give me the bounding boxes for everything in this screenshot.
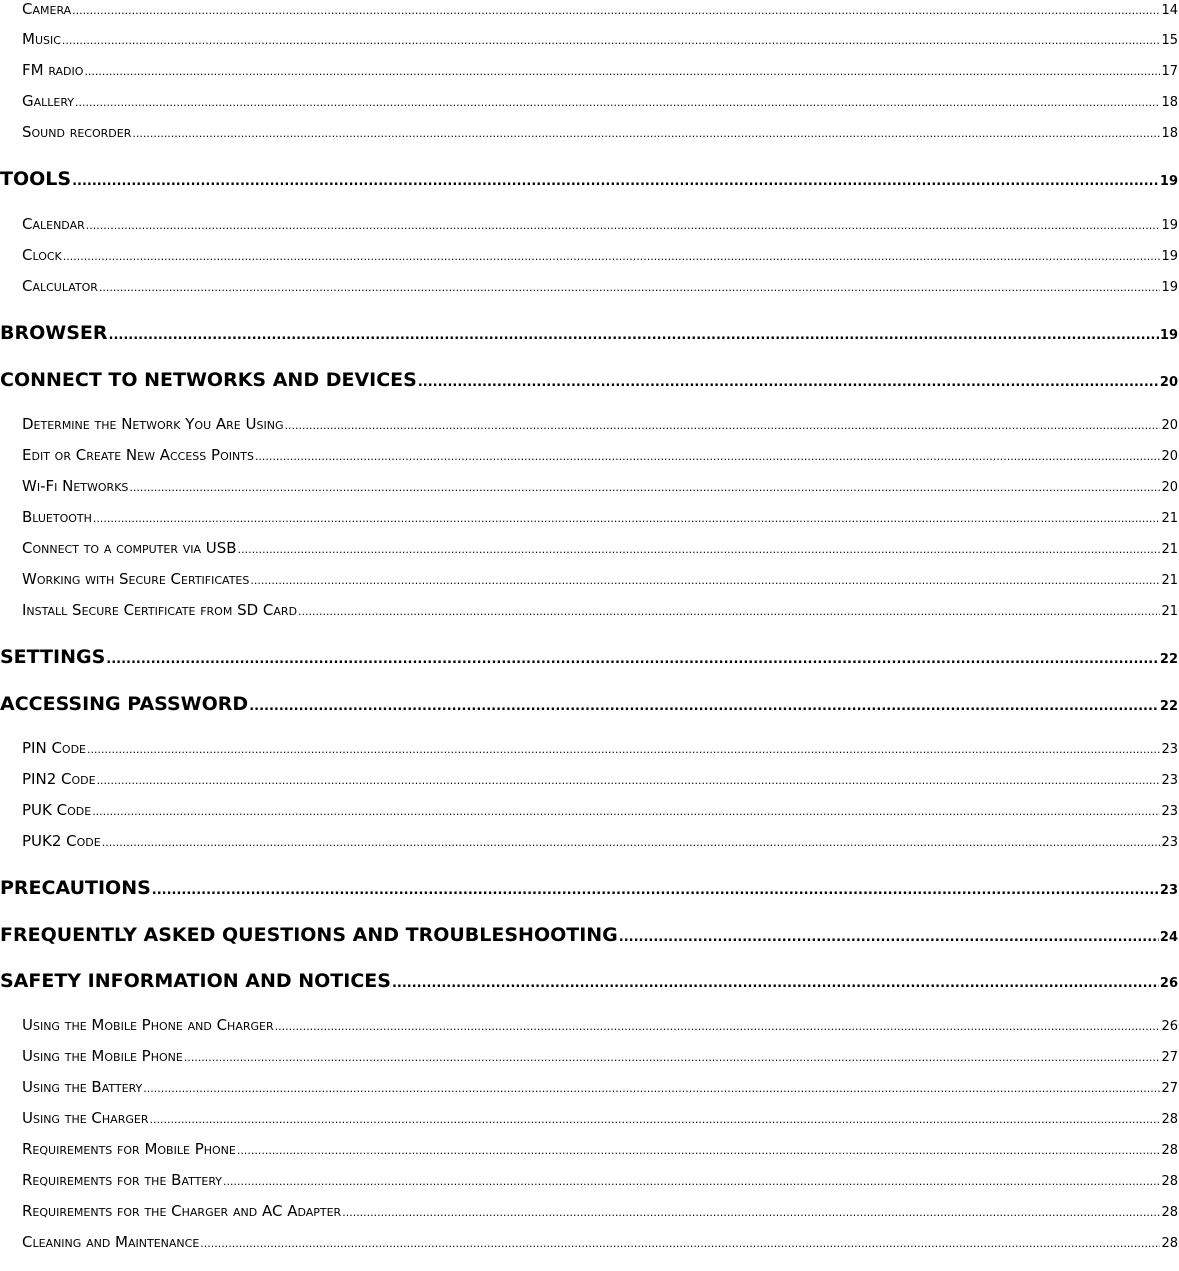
- toc-entry-title: Using the Battery: [22, 1078, 143, 1096]
- toc-section-entry[interactable]: [0, 877, 1178, 899]
- toc-entry-title: Cleaning and Maintenance: [22, 1233, 200, 1251]
- toc-subsection-entry[interactable]: [22, 0, 1178, 18]
- dot-leader: [109, 328, 1159, 343]
- toc-entry-page-number: 27: [1161, 1081, 1178, 1096]
- dot-leader: [200, 1237, 1160, 1250]
- toc-entry-page-number: 18: [1161, 95, 1178, 110]
- toc-entry-page-number: 26: [1159, 976, 1178, 991]
- toc-entry-title: Install Secure Certificate from SD Card: [22, 601, 298, 619]
- toc-subsection-entry[interactable]: [22, 477, 1178, 495]
- dot-leader: [249, 699, 1159, 714]
- dot-leader: [93, 512, 1161, 525]
- dot-leader: [72, 4, 1160, 17]
- toc-entry-title: PIN2 Code: [22, 770, 96, 788]
- toc-entry-page-number: 28: [1161, 1236, 1178, 1251]
- toc-entry-title: Requirements for Mobile Phone: [22, 1140, 236, 1158]
- toc-entry-page-number: 19: [1161, 218, 1178, 233]
- toc-entry-page-number: 28: [1161, 1205, 1178, 1220]
- toc-subsection-entry[interactable]: [22, 1171, 1178, 1189]
- toc-entry-page-number: 14: [1161, 3, 1178, 18]
- toc-subsection-entry[interactable]: [22, 1016, 1178, 1034]
- dot-leader: [92, 805, 1160, 818]
- toc-entry-title: SETTINGS: [0, 646, 106, 668]
- toc-entry-page-number: 18: [1161, 126, 1178, 141]
- dot-leader: [132, 127, 1160, 140]
- toc-entry-title: Edit or Create New Access Points: [22, 446, 254, 464]
- dot-leader: [149, 1113, 1160, 1126]
- toc-entry-title: CONNECT TO NETWORKS AND DEVICES: [0, 369, 417, 391]
- dot-leader: [284, 419, 1160, 432]
- dot-leader: [63, 250, 1161, 263]
- dot-leader: [84, 65, 1160, 78]
- toc-subsection-entry[interactable]: [22, 770, 1178, 788]
- dot-leader: [238, 543, 1161, 556]
- dot-leader: [418, 375, 1159, 390]
- toc-entry-title: PUK Code: [22, 801, 92, 819]
- toc-subsection-entry[interactable]: [22, 446, 1178, 464]
- dot-leader: [87, 743, 1160, 756]
- toc-entry-title: Determine the Network You Are Using: [22, 415, 284, 433]
- dot-leader: [342, 1206, 1160, 1219]
- dot-leader: [72, 174, 1159, 189]
- toc-entry-page-number: 26: [1161, 1019, 1178, 1034]
- toc-section-entry[interactable]: [0, 369, 1178, 391]
- toc-entry-page-number: 28: [1161, 1143, 1178, 1158]
- toc-subsection-entry[interactable]: [22, 739, 1178, 757]
- toc-subsection-entry[interactable]: [22, 123, 1178, 141]
- toc-entry-page-number: 19: [1159, 328, 1178, 343]
- toc-subsection-entry[interactable]: [22, 92, 1178, 110]
- toc-entry-page-number: 23: [1159, 883, 1178, 898]
- toc-entry-page-number: 28: [1161, 1174, 1178, 1189]
- toc-subsection-entry[interactable]: [22, 1202, 1178, 1220]
- toc-section-entry[interactable]: [0, 693, 1178, 715]
- toc-entry-title: ACCESSING PASSWORD: [0, 693, 249, 715]
- dot-leader: [275, 1020, 1161, 1033]
- toc-subsection-entry[interactable]: [22, 1109, 1178, 1127]
- toc-section-entry[interactable]: [0, 924, 1178, 946]
- dot-leader: [619, 930, 1159, 945]
- dot-leader: [298, 605, 1160, 618]
- toc-subsection-entry[interactable]: [22, 61, 1178, 79]
- toc-subsection-entry[interactable]: [22, 30, 1178, 48]
- toc-subsection-entry[interactable]: [22, 277, 1178, 295]
- toc-entry-page-number: 20: [1161, 418, 1178, 433]
- toc-subsection-entry[interactable]: [22, 215, 1178, 233]
- toc-entry-page-number: 21: [1161, 542, 1178, 557]
- toc-subsection-entry[interactable]: [22, 1140, 1178, 1158]
- toc-entry-page-number: 21: [1161, 511, 1178, 526]
- dot-leader: [223, 1175, 1160, 1188]
- toc-entry-title: Gallery: [22, 92, 75, 110]
- dot-leader: [106, 652, 1159, 667]
- toc-entry-title: Wi-Fi Networks: [22, 477, 129, 495]
- toc-entry-page-number: 23: [1161, 804, 1178, 819]
- toc-entry-page-number: 23: [1161, 835, 1178, 850]
- toc-entry-title: TOOLS: [0, 168, 72, 190]
- toc-section-entry[interactable]: [0, 322, 1178, 344]
- toc-entry-page-number: 20: [1161, 480, 1178, 495]
- dot-leader: [184, 1051, 1161, 1064]
- toc-subsection-entry[interactable]: [22, 570, 1178, 588]
- toc-entry-page-number: 20: [1159, 375, 1178, 390]
- toc-entry-title: Sound recorder: [22, 123, 132, 141]
- toc-entry-title: Requirements for the Battery: [22, 1171, 222, 1189]
- toc-entry-page-number: 15: [1161, 33, 1178, 48]
- toc-entry-title: Music: [22, 30, 61, 48]
- toc-entry-title: PIN Code: [22, 739, 87, 757]
- dot-leader: [62, 34, 1161, 47]
- toc-subsection-entry[interactable]: [22, 539, 1178, 557]
- toc-entry-page-number: 22: [1159, 699, 1178, 714]
- toc-entry-title: FREQUENTLY ASKED QUESTIONS AND TROUBLESHOOTING: [0, 924, 618, 946]
- toc-entry-page-number: 24: [1159, 930, 1178, 945]
- toc-subsection-entry[interactable]: [22, 508, 1178, 526]
- toc-entry-title: FM radio: [22, 61, 84, 79]
- toc-entry-title: Using the Mobile Phone and Charger: [22, 1016, 274, 1034]
- dot-leader: [97, 774, 1161, 787]
- toc-entry-page-number: 21: [1161, 604, 1178, 619]
- toc-subsection-entry[interactable]: [22, 415, 1178, 433]
- dot-leader: [237, 1144, 1161, 1157]
- toc-entry-title: PRECAUTIONS: [0, 877, 151, 899]
- toc-entry-title: Camera: [22, 0, 72, 18]
- toc-entry-page-number: 27: [1161, 1050, 1178, 1065]
- toc-entry-title: Clock: [22, 246, 62, 264]
- dot-leader: [392, 976, 1159, 991]
- toc-entry-page-number: 17: [1161, 64, 1178, 79]
- dot-leader: [99, 281, 1161, 294]
- toc-entry-page-number: 20: [1161, 449, 1178, 464]
- toc-entry-title: Using the Mobile Phone: [22, 1047, 183, 1065]
- toc-entry-title: Calculator: [22, 277, 98, 295]
- dot-leader: [86, 219, 1161, 232]
- toc-subsection-entry[interactable]: [22, 1078, 1178, 1096]
- toc-subsection-entry[interactable]: [22, 246, 1178, 264]
- toc-entry-page-number: 19: [1161, 280, 1178, 295]
- toc-section-entry[interactable]: [0, 646, 1178, 668]
- toc-entry-title: BROWSER: [0, 322, 108, 344]
- dot-leader: [152, 883, 1159, 898]
- toc-subsection-entry[interactable]: [22, 1047, 1178, 1065]
- toc-subsection-entry[interactable]: [22, 601, 1178, 619]
- toc-entry-page-number: 22: [1159, 652, 1178, 667]
- toc-entry-page-number: 23: [1161, 742, 1178, 757]
- dot-leader: [102, 836, 1161, 849]
- dot-leader: [250, 574, 1160, 587]
- toc-entry-title: Calendar: [22, 215, 85, 233]
- toc-entry-page-number: 19: [1161, 249, 1178, 264]
- toc-entry-page-number: 23: [1161, 773, 1178, 788]
- dot-leader: [143, 1082, 1160, 1095]
- toc-entry-title: Using the Charger: [22, 1109, 149, 1127]
- toc-entry-title: Connect to a computer via USB: [22, 539, 237, 557]
- toc-section-entry[interactable]: [0, 970, 1178, 992]
- dot-leader: [129, 481, 1160, 494]
- toc-subsection-entry[interactable]: [22, 801, 1178, 819]
- toc-entry-title: Requirements for the Charger and AC Adapter: [22, 1202, 342, 1220]
- toc-entry-title: SAFETY INFORMATION AND NOTICES: [0, 970, 391, 992]
- toc-entry-title: PUK2 Code: [22, 832, 101, 850]
- toc-entry-title: Working with Secure Certificates: [22, 570, 250, 588]
- toc-entry-page-number: 28: [1161, 1112, 1178, 1127]
- toc-subsection-entry[interactable]: [22, 832, 1178, 850]
- dot-leader: [255, 450, 1161, 463]
- toc-entry-page-number: 21: [1161, 573, 1178, 588]
- toc-section-entry[interactable]: [0, 168, 1178, 190]
- dot-leader: [75, 96, 1160, 109]
- toc-entry-title: Bluetooth: [22, 508, 92, 526]
- toc-entry-page-number: 19: [1159, 174, 1178, 189]
- toc-subsection-entry[interactable]: [22, 1233, 1178, 1251]
